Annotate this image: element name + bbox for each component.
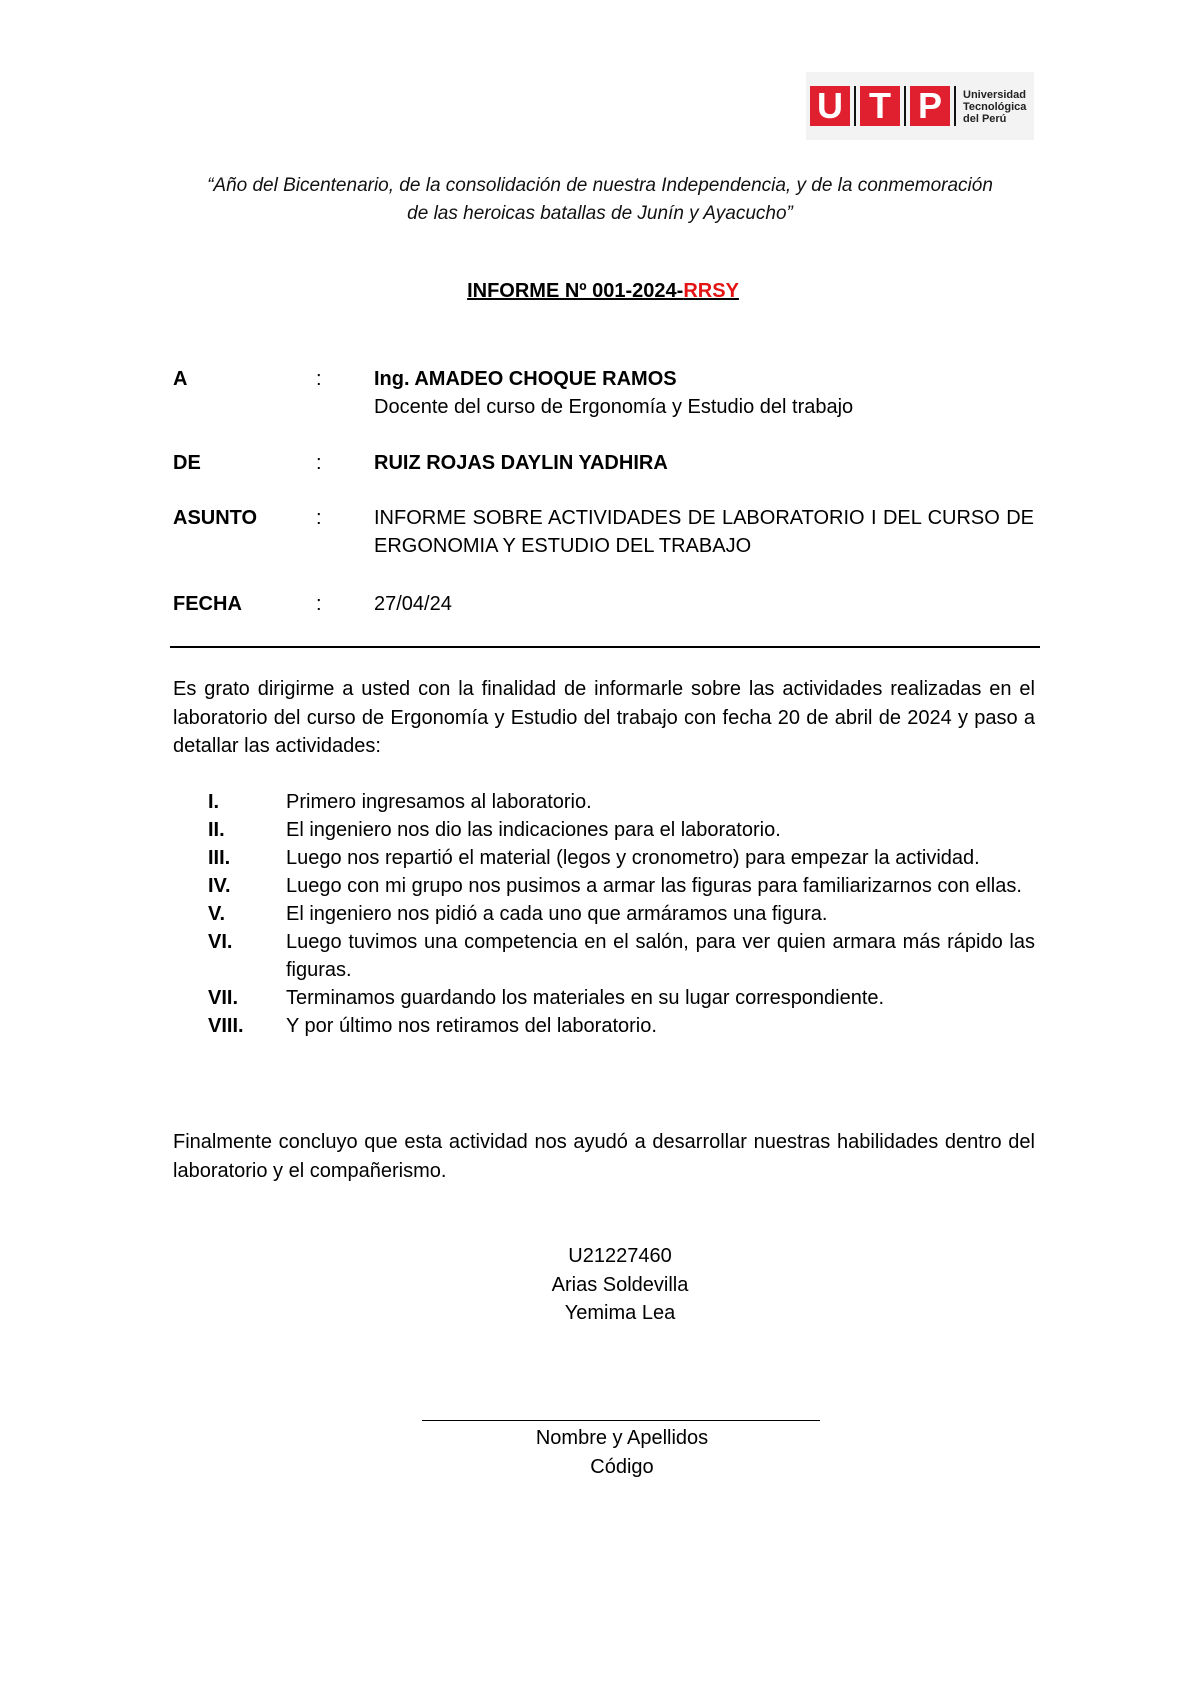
student-given-name: Yemima Lea xyxy=(564,1302,676,1324)
signature-line xyxy=(422,1420,820,1421)
report-number: INFORME Nº 001-2024- xyxy=(467,280,684,302)
list-item-number: I. xyxy=(208,791,220,813)
logo-separator xyxy=(954,86,956,126)
logo-separator xyxy=(904,86,906,126)
list-item xyxy=(173,816,1035,844)
logo-letter-u: U xyxy=(810,86,850,126)
to-label: A xyxy=(173,368,188,390)
motto-line-1: “Año del Bicentenario, de la consolidación de nuestra Independencia, y de la conmemoración xyxy=(207,175,993,196)
year-motto xyxy=(120,172,1080,228)
list-item-text: El ingeniero nos dio las indicaciones para el laboratorio. xyxy=(286,819,781,841)
list-item xyxy=(173,788,1035,816)
list-item-text: El ingeniero nos pidió a cada uno que armáramos una figura. xyxy=(286,903,828,925)
list-item-number: IV. xyxy=(208,875,231,897)
recipient-name: Ing. AMADEO CHOQUE RAMOS xyxy=(374,368,677,390)
name-caption: Nombre y Apellidos xyxy=(535,1427,709,1449)
logo-line-1: Universidad xyxy=(963,89,1026,101)
logo-separator xyxy=(854,86,856,126)
closing-paragraph: Finalmente concluyo que esta actividad nos ayudó a desarrollar nuestras habilidades dentro del laboratorio y el compañerismo. xyxy=(173,1131,1035,1182)
date-label: FECHA xyxy=(173,593,242,615)
list-item-text: Primero ingresamos al laboratorio. xyxy=(286,791,592,813)
list-item xyxy=(173,1012,1035,1040)
list-item-number: VII. xyxy=(208,987,239,1009)
list-item-text: Terminamos guardando los materiales en su lugar correspondiente. xyxy=(286,987,885,1009)
logo-letter-t: T xyxy=(860,86,900,126)
list-item xyxy=(173,984,1035,1012)
to-colon: : xyxy=(316,368,322,390)
report-title xyxy=(0,280,1200,303)
motto-line-2: de las heroicas batallas de Junín y Ayacucho” xyxy=(407,203,793,224)
logo-letter-p: P xyxy=(910,86,950,126)
report-code: RRSY xyxy=(683,280,739,302)
utp-logo xyxy=(806,72,1034,140)
list-item-number: V. xyxy=(208,903,226,925)
list-item xyxy=(173,872,1035,900)
intro-paragraph: Es grato dirigirme a usted con la finalidad de informarle sobre las actividades realizadas en el laboratorio del curso de Ergonomía y Estudio del trabajo con fecha 20 de abril de 2024 y paso a detallar las actividades: xyxy=(173,678,1035,757)
list-item-text: Luego nos repartió el material (legos y cronometro) para empezar la actividad. xyxy=(286,847,980,869)
student-surname: Arias Soldevilla xyxy=(551,1273,689,1296)
code-caption: Código xyxy=(590,1455,654,1478)
recipient-role: Docente del curso de Ergonomía y Estudio del trabajo xyxy=(374,396,854,418)
signature-block xyxy=(0,1242,1200,1328)
date-colon: : xyxy=(316,593,322,615)
date-value: 27/04/24 xyxy=(374,593,452,615)
logo-line-2: Tecnológica xyxy=(963,101,1027,113)
student-code: U21227460 xyxy=(568,1245,672,1267)
list-item-text: Y por último nos retiramos del laboratorio. xyxy=(286,1015,657,1037)
from-label: DE xyxy=(173,452,201,474)
list-item xyxy=(173,900,1035,928)
subject-colon: : xyxy=(316,507,322,529)
list-item-number: VI. xyxy=(208,931,233,953)
list-item-number: III. xyxy=(208,847,231,869)
header-divider xyxy=(170,646,1040,648)
signature-caption xyxy=(0,1424,1200,1481)
logo-line-3: del Perú xyxy=(963,113,1007,125)
subject-text: INFORME SOBRE ACTIVIDADES DE LABORATORIO I DEL CURSO DE ERGONOMIA Y ESTUDIO DEL TRABAJO xyxy=(374,507,1034,557)
list-item-number: VIII. xyxy=(208,1015,244,1037)
list-item-text: Luego con mi grupo nos pusimos a armar las figuras para familiarizarnos con ellas. xyxy=(286,875,1022,897)
list-item-number: II. xyxy=(208,819,225,841)
list-item xyxy=(173,928,1035,984)
list-item xyxy=(173,844,1035,872)
logo-wordmark xyxy=(963,89,1026,125)
list-item-text: Luego tuvimos una competencia en el salón, para ver quien armara más rápido las figuras. xyxy=(286,931,1035,981)
subject-label: ASUNTO xyxy=(173,507,258,529)
activities-list xyxy=(173,788,1035,1040)
from-colon: : xyxy=(316,452,322,474)
sender-name: RUIZ ROJAS DAYLIN YADHIRA xyxy=(374,452,668,474)
